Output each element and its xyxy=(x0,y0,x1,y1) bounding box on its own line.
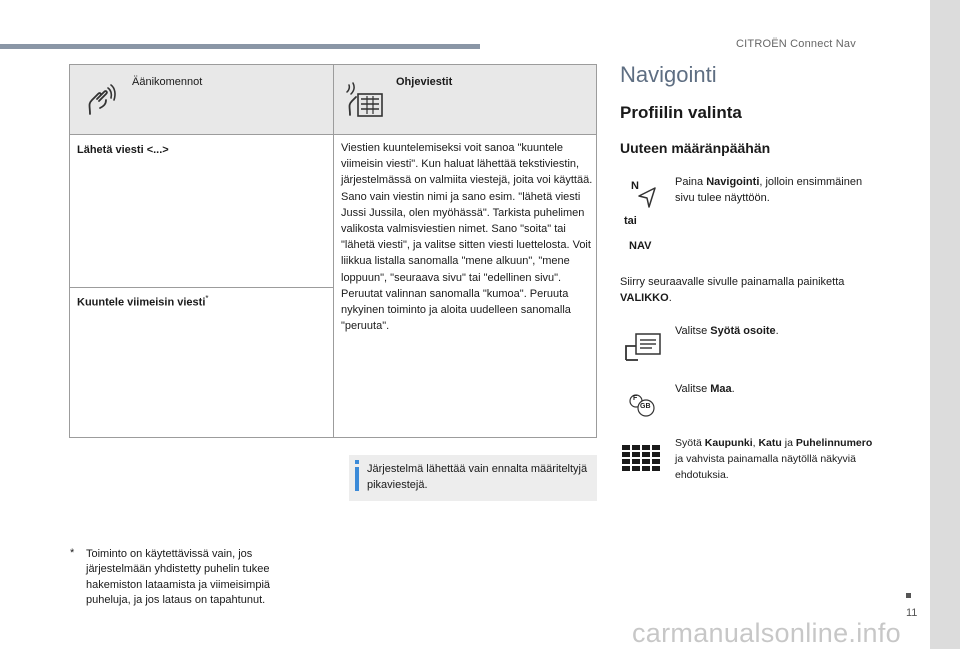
step-select-country: Valitse Maa. xyxy=(675,383,735,395)
section-title: Navigointi xyxy=(620,62,717,87)
step-enter-city-street: Syötä Kaupunki, Katu ja Puhelinnumero ja vahvista painamalla näytöllä näkyviä ehdotuksia. xyxy=(675,437,873,481)
or-label: tai xyxy=(624,215,637,227)
navigation-arrow-icon xyxy=(636,186,658,210)
navigation-icon-letter: N xyxy=(631,180,639,192)
info-icon-stem xyxy=(355,467,359,491)
row-divider xyxy=(70,287,333,288)
info-box xyxy=(349,455,597,501)
help-message-icon xyxy=(344,82,384,118)
page-number: 11 xyxy=(906,607,918,619)
footnote-text: Toiminto on käytettävissä vain, jos järjestelmään yhdistetty puhelin tukee hakemiston lataamista ja viimeisimpiä puheluja, ja jos lataus on tapahtunut. xyxy=(86,548,271,607)
info-text: Järjestelmä lähettää vain ennalta määriteltyjä pikaviestejä. xyxy=(367,463,588,491)
side-strip xyxy=(930,0,960,649)
column-header-help-messages: Ohjeviestit xyxy=(396,76,453,88)
keyboard-grid-icon xyxy=(622,445,662,471)
top-rule xyxy=(0,44,480,49)
flag-label-f: F xyxy=(633,395,638,402)
command-listen-last-message: Kuuntele viimeisin viesti* xyxy=(77,294,209,309)
command-send-message: Lähetä viesti <...> xyxy=(77,144,169,156)
step-press-navigation: Paina Navigointi, jolloin ensimmäinen sivu tulee näyttöön. xyxy=(675,176,863,204)
help-message-text: Viestien kuuntelemiseksi voit sanoa "kuuntele viimeisin viesti". Kun haluat lähettää tekstiviestin, järjestelmässä on valmiita viestejä, joita voi käyttää. Sano vain viestin nimi ja sano esim. "lähetä viesti Jussi Jussila, olen myöhässä". Tarkista puhelimen valikosta valmisviestien nimet. Sano "soita" tai "lähetä viesti", ja valitse sitten viesti luettelosta. Voit liikkua listalla sanomalla "mene alkuun", "mene loppuun", "seuraava sivu" tai "edellinen sivu". Peruutat valinnan sanomalla "kumoa". Peruuta nykyinen toiminto ja aloita uudelleen sanomalla "peruuta". xyxy=(341,142,593,333)
column-header-voice-commands: Äänikomennot xyxy=(132,76,203,88)
info-icon xyxy=(355,460,359,464)
country-flag-icon xyxy=(627,392,659,418)
nav-button-label: NAV xyxy=(629,240,652,252)
voice-command-table xyxy=(69,64,597,438)
flag-label-gb: GB xyxy=(640,403,651,410)
brand-label: CITROËN Connect Nav xyxy=(736,38,856,50)
address-entry-icon xyxy=(624,332,662,362)
step-enter-address: Valitse Syötä osoite. xyxy=(675,325,779,337)
section-subtitle: Profiilin valinta xyxy=(620,103,742,122)
footnote-mark: * xyxy=(70,547,75,559)
watermark: carmanualsonline.info xyxy=(632,618,901,648)
section-heading: Uuteen määränpäähän xyxy=(620,140,771,156)
page-marker xyxy=(906,593,911,598)
menu-instruction: Siirry seuraavalle sivulle painamalla painiketta VALIKKO. xyxy=(620,276,845,304)
column-divider xyxy=(333,65,334,437)
footnote-mark: * xyxy=(205,294,209,303)
voice-command-icon xyxy=(84,82,118,116)
